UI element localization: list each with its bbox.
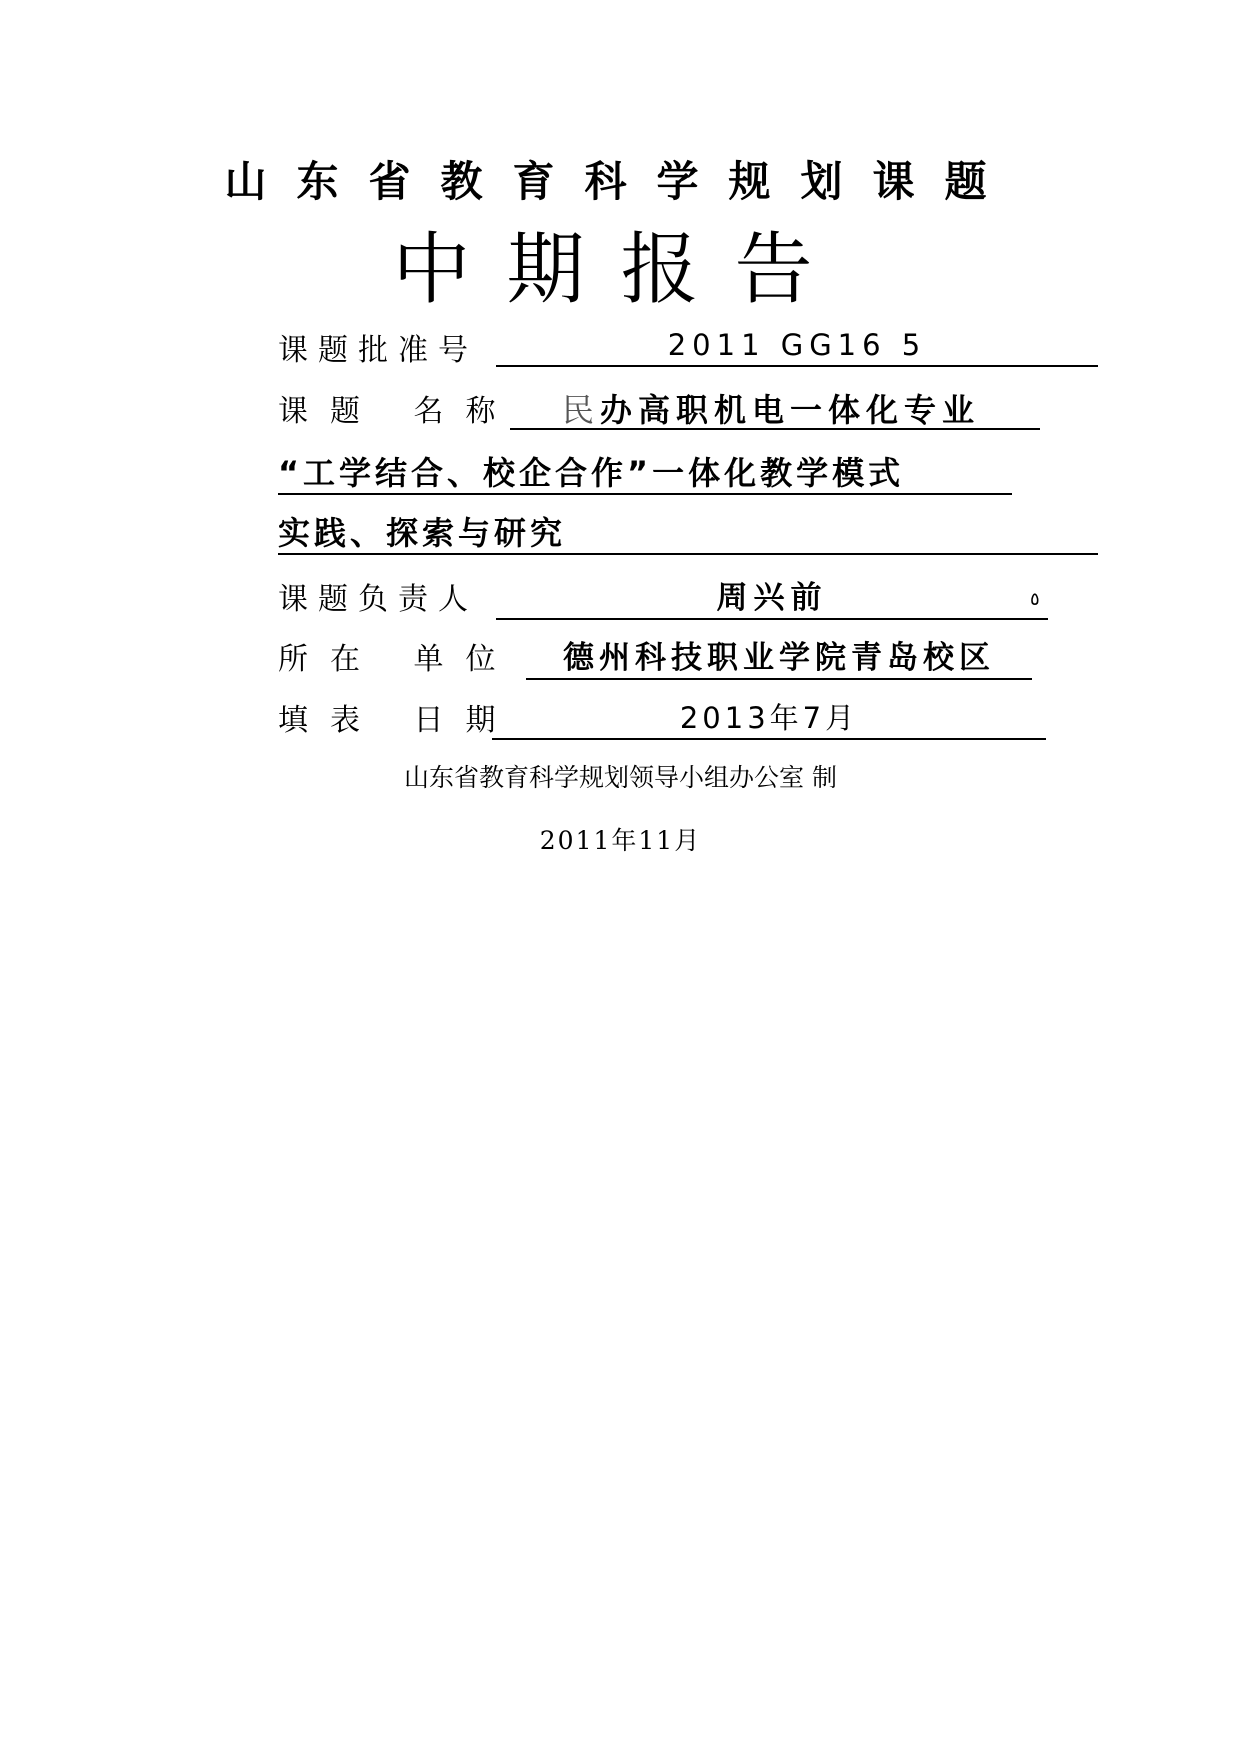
project-name-label: 课题 名称 [278, 394, 518, 429]
fill-date-value: 2013年7月 [492, 698, 1046, 740]
project-leader-mark: ٥ [1030, 589, 1040, 610]
project-name-value-line3: 实践、探索与研究 [278, 513, 1098, 555]
unit-label: 所在 单位 [278, 642, 518, 677]
unit-value: 德州科技职业学院青岛校区 [526, 638, 1032, 680]
issued-date-text: 2011年11月 [539, 826, 702, 855]
project-leader-label: 课题负责人 [278, 582, 478, 617]
project-name-line1-text: 办高职机电一体化专业 [600, 391, 981, 429]
document-title: 中期报告 [392, 225, 849, 315]
project-name-value-line2: “工学结合、校企合作”一体化教学模式 [278, 453, 1012, 495]
document-heading: 山东省教育科学规划课题 [224, 157, 1017, 206]
project-name-first-char: 民 [562, 391, 601, 429]
fill-date-label: 填表 日期 [278, 703, 518, 738]
project-leader-value: 周兴前 [496, 578, 1048, 620]
approval-number-value: 2011 GG16 5 [496, 325, 1098, 367]
project-name-value-line1 [510, 390, 1040, 430]
issuer-text: 山东省教育科学规划领导小组办公室 制 [404, 763, 837, 792]
approval-number-label: 课题批准号 [278, 333, 478, 368]
